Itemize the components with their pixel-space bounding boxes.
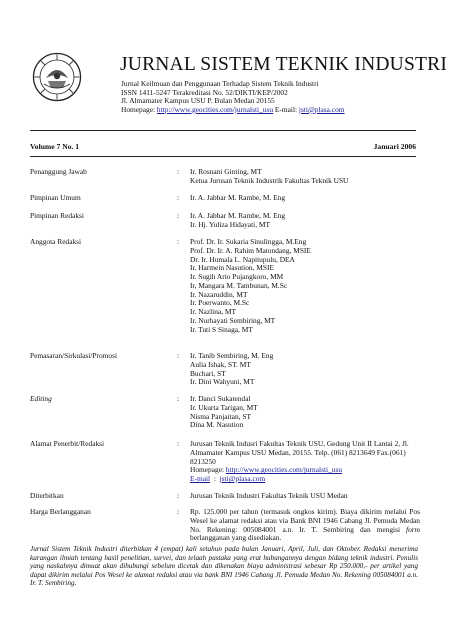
homepage-link[interactable]: http://www.geocities.com/jurnalsti_usu: [225, 465, 343, 475]
divider: [30, 130, 416, 131]
university-seal-logo: [32, 52, 82, 102]
volume-number: Volume 7 No. 1: [30, 142, 80, 151]
row-value: Ir. A. Jabbar M. Rambe, M. Eng: [190, 193, 286, 202]
row-values: [190, 352, 420, 387]
row-colon: :: [177, 507, 180, 516]
subscription-text-end: berlangganan yang disediakan.: [190, 533, 282, 543]
homepage-label: Homepage:: [190, 465, 226, 475]
masthead-line: Jurnal Keilmuan dan Penggunaan Terhadap Sistem Teknik Industri: [121, 79, 319, 88]
row-label: Editing: [30, 394, 52, 403]
row-value: Prof. Dr. Ir. Sukaria Sinulingga, M.Eng: [190, 237, 307, 246]
subscription-value: [190, 508, 420, 543]
row-value: Ir. Dini Wahyuni, MT: [190, 377, 255, 387]
row-values: [190, 395, 420, 430]
row-value: Ir. Poerwanto, M.Sc: [190, 298, 250, 308]
row-value: Ir. Danci Sukatendal: [190, 394, 251, 403]
row-value: Nisma Panjaitan, ST: [190, 411, 251, 421]
masthead-line: ISSN 1411-5247 Terakreditasi No. 52/DIKTI/KEP/2002: [121, 87, 288, 97]
homepage-link[interactable]: http://www.geocities.com/jurnalsti_usu: [156, 104, 274, 114]
row-values: [190, 168, 420, 186]
subscription-text: Rp. 125.000 per tahun (termasuk ongkos kirim). Biaya dikirim melalui Pos Wesel ke alamat redaksi atau via Bank BNI 1946 Cabang Jl. Pemuda Medan No. Rekening: 005084001 a.n. Ir. T. Sembiring dan mengisi: [190, 507, 420, 534]
journal-title: JURNAL SISTEM TEKNIK INDUSTRI: [120, 54, 448, 75]
publication-note: Jurnal Sistem Teknik Industri diterbitkan 4 (empat) kali setahun pada bulan Januari, April, Juli, dan Oktober. Redaksi menerima karangan ilmiah tentang hasil penelitian, survei, dan telaah pustaka yang erat hubungannya dengan bidang teknik industri. Penulis yang naskahnya dimuat akan dihubungi sebelum dicetak dan dikenakan biaya administrasi sebesar Rp 250.000,- per artikel yang dapat dikirim melalui Pos Wesel ke alamat redaksi atau via bank BNI 1946 Cabang Jl. Pemuda Medan No. Rekening 005084001 a.n. Ir. T. Sembiring.: [30, 545, 418, 588]
email-link[interactable]: jsti@plasa.com: [219, 474, 266, 483]
issue-date: Januari 2006: [373, 142, 416, 151]
row-value: Ir. Tuti S Sinaga, MT: [190, 324, 253, 334]
row-label: Alamat Penerbit/Redaksi: [30, 439, 105, 448]
email-separator: :: [210, 474, 220, 483]
row-value: Ir. Nazlina, MT: [190, 307, 236, 316]
row-label: Penanggung Jawab: [30, 167, 87, 176]
row-value: Ir. Tanib Sembiring, M. Eng: [190, 351, 274, 360]
masthead-homepage-line: [121, 106, 345, 115]
row-value: Dina M. Nasution: [190, 420, 244, 430]
row-colon: :: [177, 394, 180, 403]
row-value: Ir. Harmein Nasution, MSIE: [190, 263, 274, 273]
row-label: Pimpinan Redaksi: [30, 211, 84, 220]
row-colon: :: [177, 193, 180, 202]
row-colon: :: [177, 237, 180, 246]
row-colon: :: [177, 211, 180, 220]
row-values: [190, 212, 420, 230]
row-colon: :: [177, 491, 180, 500]
email-label: E-mail:: [273, 104, 299, 114]
homepage-label: Homepage:: [121, 104, 157, 114]
masthead-line: Jl. Almamater Kampus USU P. Bulan Medan 20155: [121, 96, 275, 106]
row-colon: :: [177, 167, 180, 176]
row-value: Ir. Sugih Ario Pujangkoro, MM: [190, 272, 284, 281]
row-colon: :: [177, 351, 180, 360]
publisher-email: [190, 475, 420, 484]
row-value: Ir. Nazaruddin, MT: [190, 289, 248, 299]
email-label: E-mail: [190, 474, 211, 483]
divider: [30, 156, 416, 157]
row-label: Harga Berlangganan: [30, 507, 91, 516]
masthead-info: [121, 80, 345, 114]
row-value: Jurusan Teknik Industri Fakultas Teknik USU Medan: [190, 491, 348, 500]
row-value: Ir. Ukurta Tarigan, MT: [190, 402, 258, 412]
row-value: Ir. Rosnani Ginting, MT: [190, 167, 262, 176]
row-label: Pimpinan Umum: [30, 193, 81, 202]
row-label: Pemasaran/Sirkulasi/Promosi: [30, 351, 118, 360]
row-label: Anggota Redaksi: [30, 237, 82, 246]
row-value: Prof. Dr. Ir. A. Rahim Matondang, MSIE: [190, 245, 311, 255]
row-value: Ketua Jurusan Teknik Industrik Fakultas Teknik USU: [190, 175, 349, 185]
row-values: [190, 238, 420, 334]
row-value: Ir. Nurhayati Sembiring, MT: [190, 315, 276, 325]
row-value: Buchari, ST: [190, 368, 226, 378]
publisher-address: Jurusan Teknik Indusri Fakultas Teknik USU, Gedung Unit II Lantai 2, Jl. Almamater Kampus USU Medan, 20155. Telp. (061) 8213649 Fax.(061) 8213250: [190, 439, 409, 466]
row-value: Ir. A. Jabbar M. Rambe, M. Eng: [190, 211, 286, 220]
row-colon: :: [177, 439, 180, 448]
row-value: Aulia Ishak, ST. MT: [190, 359, 251, 369]
row-value: Ir, Mangara M. Tambunan, M.Sc: [190, 280, 288, 290]
subscription-form-word: form: [406, 524, 420, 534]
row-values: [190, 194, 420, 203]
email-link[interactable]: jsti@plasa.com: [298, 104, 345, 114]
row-value: Dr. Ir. Humala L. Napitupulu, DEA: [190, 254, 295, 264]
row-values: [190, 440, 420, 484]
row-label: Diterbitkan: [30, 491, 64, 500]
row-values: [190, 492, 420, 501]
row-value: Ir. Hj. Yuliza Hidayati, MT: [190, 219, 270, 229]
